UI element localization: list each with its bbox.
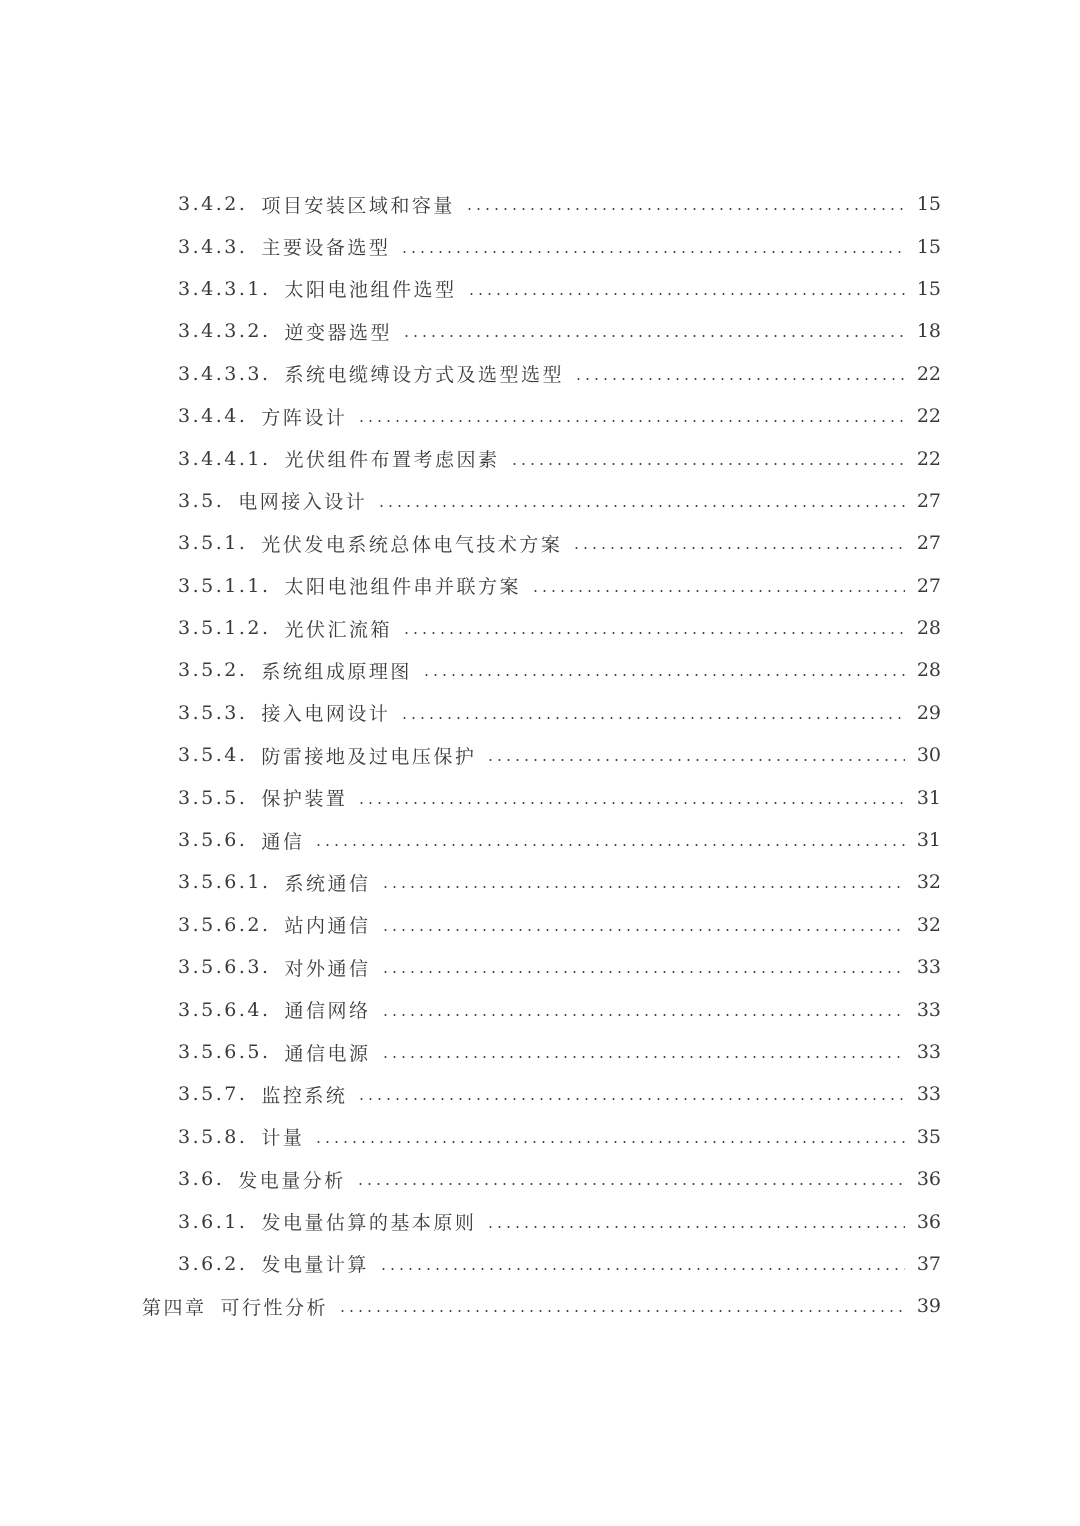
dot-leader (377, 505, 905, 507)
toc-entry-number: 3.5.4. (178, 744, 248, 767)
toc-entry-page-number: 15 (916, 193, 941, 216)
toc-entry-number: 3.4.2. (178, 193, 248, 216)
dot-leader (467, 293, 905, 295)
toc-entry[interactable] (0, 1158, 1080, 1200)
toc-entry-title: 系统组成原理图 (261, 660, 412, 683)
toc-entry-title: 发电量计算 (261, 1254, 369, 1277)
toc-entry[interactable] (0, 480, 1080, 522)
dot-leader (572, 547, 905, 549)
toc-entry-page-number: 29 (916, 701, 941, 724)
toc-entry-title: 光伏汇流箱 (284, 618, 393, 641)
toc-entry[interactable] (0, 1200, 1080, 1242)
dot-leader (402, 335, 905, 337)
toc-entry[interactable] (0, 395, 1080, 437)
toc-entry[interactable] (0, 1285, 1080, 1327)
toc-entry[interactable] (0, 183, 1080, 225)
toc-entry-title: 可行性分析 (220, 1296, 329, 1319)
toc-entry-number: 第四章 (142, 1296, 207, 1319)
dot-leader (356, 1183, 905, 1185)
toc-entry-number: 3.5.6.3. (178, 956, 271, 979)
toc-entry[interactable] (0, 268, 1080, 310)
toc-entry-page-number: 36 (916, 1168, 941, 1191)
dot-leader (381, 929, 905, 931)
toc-entry[interactable] (0, 310, 1080, 352)
toc-entry-number: 3.5.1.2. (178, 617, 271, 640)
toc-entry-page-number: 33 (916, 998, 941, 1021)
toc-entry[interactable] (0, 649, 1080, 691)
toc-entry-number: 3.5.3. (178, 701, 248, 724)
toc-entry-title: 光伏组件布置考虑因素 (284, 449, 500, 472)
toc-entry-page-number: 36 (916, 1210, 941, 1233)
toc-entry-page-number: 32 (916, 871, 941, 894)
toc-entry-number: 3.5. (178, 489, 225, 512)
dot-leader (422, 674, 905, 676)
toc-entry-title: 发电量估算的基本原则 (261, 1212, 477, 1235)
toc-entry-page-number: 32 (916, 913, 941, 936)
toc-entry-page-number: 31 (916, 829, 941, 852)
dot-leader (400, 251, 905, 253)
toc-entry-page-number: 27 (916, 489, 941, 512)
dot-leader (314, 844, 905, 846)
toc-entry-page-number: 28 (916, 659, 941, 682)
toc-entry[interactable] (0, 819, 1080, 861)
toc-entry-title: 太阳电池组件串并联方案 (284, 576, 522, 599)
toc-entry-page-number: 15 (916, 277, 941, 300)
toc-entry[interactable] (0, 353, 1080, 395)
toc-entry-title: 保护装置 (261, 788, 348, 811)
toc-entry-title: 方阵设计 (261, 406, 348, 429)
dot-leader (381, 1014, 905, 1016)
toc-entry[interactable] (0, 565, 1080, 607)
toc-entry[interactable] (0, 1243, 1080, 1285)
toc-entry-page-number: 39 (916, 1295, 941, 1318)
toc-entry[interactable] (0, 904, 1080, 946)
toc-entry-page-number: 28 (916, 617, 941, 640)
toc-entry[interactable] (0, 1073, 1080, 1115)
toc-entry[interactable] (0, 225, 1080, 267)
toc-entry-number: 3.4.3.2. (178, 320, 271, 343)
toc-entry-number: 3.5.6. (178, 829, 248, 852)
dot-leader (357, 1098, 905, 1100)
toc-entry-title: 通信 (261, 830, 305, 853)
toc-entry-page-number: 22 (916, 447, 941, 470)
toc-entry-number: 3.4.4.1. (178, 447, 271, 470)
toc-entry-title: 对外通信 (284, 957, 371, 980)
dot-leader (486, 759, 905, 761)
dot-leader (486, 1226, 905, 1228)
toc-entry-number: 3.4.3.3. (178, 362, 271, 385)
toc-entry-number: 3.5.2. (178, 659, 248, 682)
toc-entry-title: 系统电缆缚设方式及选型选型 (284, 364, 565, 387)
toc-entry-number: 3.5.8. (178, 1125, 248, 1148)
toc-entry[interactable] (0, 437, 1080, 479)
toc-entry-title: 项目安装区域和容量 (261, 194, 455, 217)
toc-entry-title: 通信网络 (284, 1000, 371, 1023)
toc-entry-number: 3.5.1. (178, 532, 248, 555)
toc-entry[interactable] (0, 734, 1080, 776)
toc-entry-number: 3.4.3.1. (178, 277, 271, 300)
toc-entry[interactable] (0, 776, 1080, 818)
toc-entry-number: 3.5.1.1. (178, 574, 271, 597)
toc-entry-number: 3.5.6.1. (178, 871, 271, 894)
toc-entry-page-number: 22 (916, 405, 941, 428)
toc-entry-number: 3.5.6.5. (178, 1041, 271, 1063)
dot-leader (402, 632, 905, 634)
dot-leader (531, 590, 905, 592)
toc-entry-page-number: 31 (916, 786, 941, 809)
toc-entry-title: 发电量分析 (238, 1169, 346, 1192)
toc-entry-page-number: 27 (916, 532, 941, 555)
toc-entry[interactable] (0, 1031, 1080, 1073)
toc-entry-title: 防雷接地及过电压保护 (261, 745, 477, 768)
dot-leader (465, 208, 905, 210)
toc-entry-title: 计量 (261, 1127, 305, 1150)
dot-leader (314, 1141, 905, 1143)
toc-entry-page-number: 33 (916, 1083, 941, 1106)
dot-leader (357, 802, 905, 804)
toc-entry[interactable] (0, 861, 1080, 903)
dot-leader (357, 420, 905, 422)
toc-entry[interactable] (0, 692, 1080, 734)
toc-entry-title: 光伏发电系统总体电气技术方案 (261, 533, 563, 556)
toc-entry-title: 站内通信 (284, 915, 371, 938)
table-of-contents (0, 183, 1080, 1328)
toc-entry-number: 3.4.3. (178, 235, 248, 258)
toc-entry-title: 通信电源 (284, 1042, 371, 1065)
dot-leader (574, 378, 905, 380)
toc-entry-number: 3.6.2. (178, 1252, 248, 1275)
toc-entry-title: 逆变器选型 (284, 321, 393, 344)
dot-leader (338, 1310, 905, 1312)
toc-entry-title: 监控系统 (261, 1084, 348, 1107)
dot-leader (381, 886, 905, 888)
toc-entry-title: 接入电网设计 (261, 703, 391, 726)
toc-entry-title: 主要设备选型 (261, 237, 391, 260)
toc-entry-number: 3.6. (178, 1168, 225, 1191)
toc-entry-title: 电网接入设计 (238, 491, 368, 514)
toc-entry[interactable] (0, 946, 1080, 988)
toc-entry-title: 系统通信 (284, 872, 371, 895)
toc-entry-page-number: 35 (916, 1125, 941, 1148)
dot-leader (510, 463, 905, 465)
toc-entry-number: 3.5.5. (178, 786, 248, 809)
toc-entry-number: 3.5.6.2. (178, 913, 271, 936)
toc-entry[interactable] (0, 607, 1080, 649)
toc-entry[interactable] (0, 1116, 1080, 1158)
dot-leader (381, 1056, 905, 1058)
toc-entry-title: 太阳电池组件选型 (284, 279, 457, 302)
dot-leader (400, 717, 905, 719)
toc-entry-page-number: 22 (916, 362, 941, 385)
toc-entry-page-number: 30 (916, 744, 941, 767)
toc-entry[interactable] (0, 988, 1080, 1030)
toc-entry-page-number: 27 (916, 574, 941, 597)
toc-entry-number: 3.6.1. (178, 1210, 248, 1233)
toc-entry-page-number: 15 (916, 235, 941, 258)
toc-entry-number: 3.5.7. (178, 1083, 248, 1106)
toc-entry-number: 3.4.4. (178, 405, 248, 428)
dot-leader (381, 971, 905, 973)
dot-leader (379, 1268, 905, 1270)
toc-entry-page-number: 33 (916, 1041, 941, 1063)
toc-entry-page-number: 18 (916, 320, 941, 343)
toc-entry[interactable] (0, 522, 1080, 564)
toc-entry-page-number: 33 (916, 956, 941, 979)
toc-entry-number: 3.5.6.4. (178, 998, 271, 1021)
toc-entry-page-number: 37 (916, 1252, 941, 1275)
